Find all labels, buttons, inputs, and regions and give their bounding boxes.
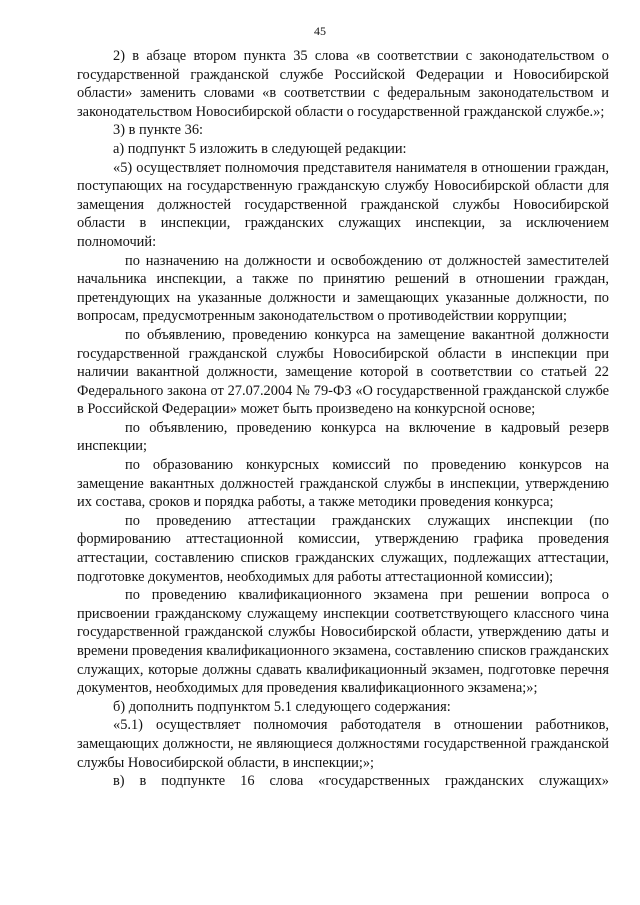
paragraph-exception-appointment: по назначению на должности и освобождению от должностей заместителей начальника инспекции, а также по принятию решений в отношении граждан, претендующих на указанные должности и замещающих указанные должности, по вопросам, предусмотренным законодательством о противодействии коррупции; [77,252,609,325]
paragraph-exception-reserve-contest: по объявлению, проведению конкурса на включение в кадровый резерв инспекции; [77,419,609,455]
page-number: 45 [314,24,326,38]
document-body [77,47,609,791]
paragraph-exception-vacancy-contest: по объявлению, проведению конкурса на замещение вакантной должности государственной гражданской службы Новосибирской области в инспекции при наличии вакантной должности, замещение которой в соответствии со статьей 22 Федерального закона от 27.07.2004 № 79-ФЗ «О государственной гражданской службе в Российской Федерации» может быть произведено на конкурсной основе; [77,326,609,418]
paragraph-item-2: 2) в абзаце втором пункта 35 слова «в соответствии с законодательством о государственной гражданской службе Российской Федерации и Новосибирской области» заменить словами «в соответствии с федеральным законодательством и законодательством Новосибирской области о государственной гражданской службе.»; [77,48,609,120]
paragraph-exception-commissions: по образованию конкурсных комиссий по проведению конкурсов на замещение вакантных должностей гражданской службы в инспекции, утверждению их состава, сроков и порядка работы, а также методики проведения конкурса; [77,457,609,511]
paragraph-subitem-v: в) в подпункте 16 слова «государственных гражданских служащих» [113,773,609,790]
paragraph-quote-5: «5) осуществляет полномочия представителя нанимателя в отношении граждан, поступающих на государственную гражданскую службу Новосибирской области для замещения должностей государственной гражданской службы Новосибирской области в инспекции, гражданских служащих инспекции, за исключением полномочий: [77,159,609,250]
paragraph-exception-attestation: по проведению аттестации гражданских служащих инспекции (по формированию аттестационной комиссии, утверждению графика проведения аттестации, составлению списков гражданских служащих, подлежащих аттестации, подготовке документов, необходимых для работы аттестационной комиссии); [77,512,609,585]
paragraph-subitem-a: а) подпункт 5 изложить в следующей редакции: [113,140,407,157]
paragraph-subitem-b: б) дополнить подпунктом 5.1 следующего содержания: [113,698,451,715]
paragraph-item-3: 3) в пункте 36: [113,122,204,139]
paragraph-exception-exam: по проведению квалификационного экзамена при решении вопроса о присвоении гражданскому служащему инспекции соответствующего классного чина государственной гражданской службы Новосибирской области, утверждению даты и времени проведения квалификационного экзамена, составлению списков гражданских служащих, которые должны сдавать квалификационный экзамен, подготовке перечня документов, необходимых для проведения квалификационного экзамена;»; [77,587,609,697]
paragraph-quote-5-1: «5.1) осуществляет полномочия работодателя в отношении работников, замещающих должности, не являющиеся должностями государственной гражданской службы Новосибирской области, в инспекции;»; [77,717,609,771]
